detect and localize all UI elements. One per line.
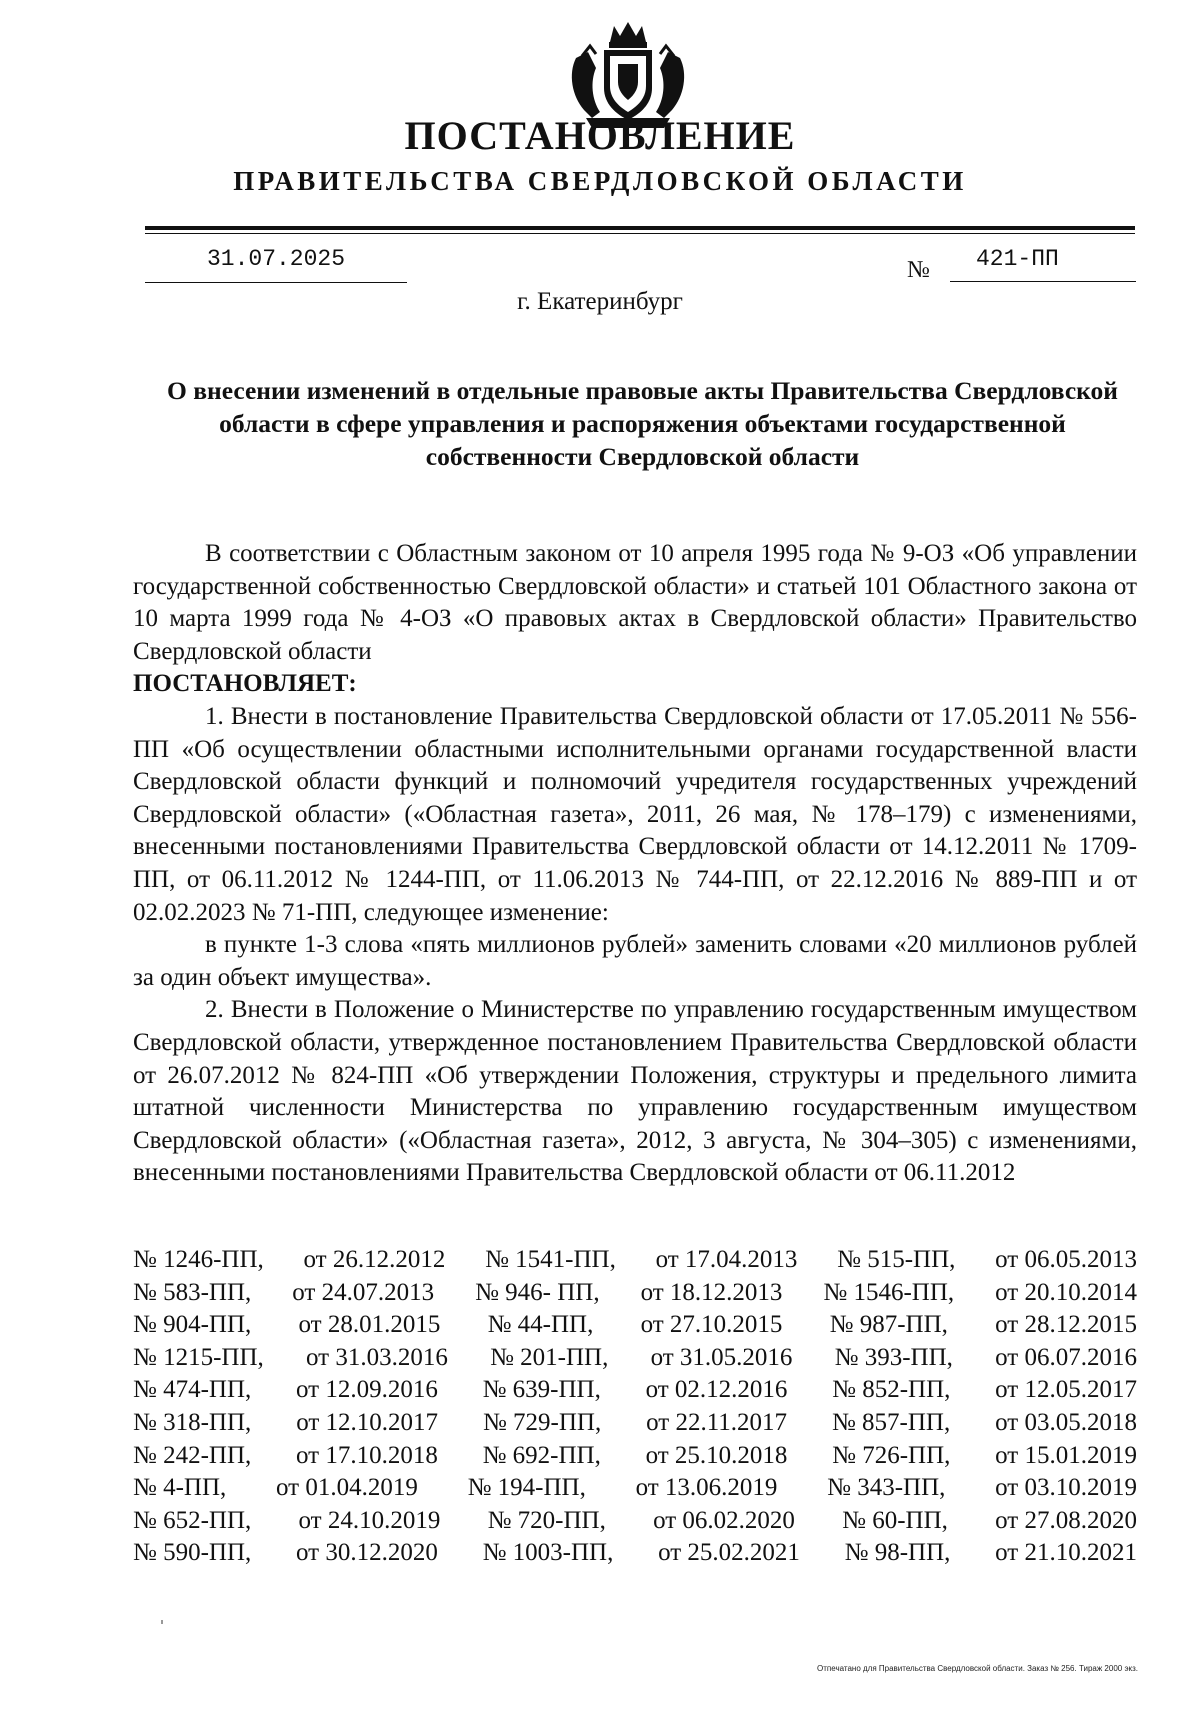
- print-note: Отпечатано для Правительства Свердловской области. Заказ № 256. Тираж 2000 экз.: [817, 1664, 1138, 1673]
- ref-cell: № 60-ПП,: [842, 1506, 948, 1534]
- ref-cell: № 720-ПП,: [487, 1506, 606, 1534]
- ref-cell: от 13.06.2019: [635, 1474, 778, 1502]
- item-1-change-paragraph: в пункте 1-3 слова «пять миллионов рублей» заменить словами «20 миллионов рублей за один объект имущества».: [133, 931, 1137, 991]
- ref-cell: от 03.05.2018: [995, 1408, 1137, 1436]
- document-type-heading: ПОСТАНОВЛЕНИЕ: [404, 113, 796, 158]
- ref-cell: № 904-ПП,: [133, 1311, 252, 1339]
- ref-row: [133, 1505, 1137, 1538]
- ref-cell: от 25.10.2018: [645, 1441, 788, 1469]
- ref-cell: от 18.12.2013: [640, 1278, 783, 1306]
- ref-cell: № 393-ПП,: [834, 1343, 953, 1371]
- ref-cell: от 25.02.2021: [658, 1539, 800, 1567]
- ref-cell: № 1215-ПП,: [133, 1343, 264, 1371]
- document-body: [133, 538, 1137, 1190]
- ref-cell: от 28.01.2015: [298, 1311, 441, 1339]
- ref-row: [133, 1407, 1137, 1440]
- document-title: О внесении изменений в отдельные правовые акты Правительства Свердловской области в сфере управления и распоряжения объектами государственной собственности Свердловской области: [167, 376, 1118, 471]
- ref-cell: от 30.12.2020: [296, 1539, 438, 1567]
- ref-cell: от 02.12.2016: [645, 1376, 788, 1404]
- ref-cell: № 4-ПП,: [133, 1474, 227, 1502]
- ref-cell: от 06.02.2020: [653, 1506, 795, 1534]
- ref-cell: № 201-ПП,: [490, 1343, 609, 1371]
- ref-cell: от 20.10.2014: [995, 1278, 1137, 1306]
- ref-cell: от 01.04.2019: [276, 1474, 418, 1502]
- document-number: 421-ПП: [950, 244, 1136, 282]
- ref-row: [133, 1309, 1137, 1342]
- ref-cell: № 1541-ПП,: [485, 1246, 616, 1273]
- ref-cell: от 06.07.2016: [995, 1343, 1137, 1371]
- header-divider-thin: [145, 233, 1135, 234]
- ref-cell: № 692-ПП,: [482, 1441, 601, 1469]
- ref-cell: № 474-ПП,: [133, 1376, 252, 1404]
- ref-cell: от 17.04.2013: [655, 1246, 798, 1273]
- ref-cell: от 17.10.2018: [296, 1441, 438, 1469]
- ref-cell: № 987-ПП,: [829, 1311, 948, 1339]
- decree-word: ПОСТАНОВЛЯЕТ:: [133, 670, 357, 698]
- ref-cell: № 857-ПП,: [831, 1408, 951, 1436]
- ref-cell: от 12.10.2017: [296, 1408, 439, 1436]
- ref-cell: № 242-ПП,: [133, 1441, 252, 1469]
- ref-cell: от 26.12.2012: [303, 1246, 446, 1273]
- ref-cell: № 44-ПП,: [487, 1311, 594, 1339]
- ref-cell: от 24.10.2019: [298, 1506, 441, 1534]
- ref-cell: № 583-ПП,: [133, 1278, 252, 1306]
- ref-cell: № 1546-ПП,: [823, 1278, 955, 1306]
- ref-row: [133, 1472, 1137, 1505]
- ref-cell: от 21.10.2021: [995, 1539, 1137, 1567]
- ref-cell: № 343-ПП,: [827, 1474, 946, 1502]
- ref-cell: № 1246-ПП,: [133, 1246, 264, 1273]
- ref-row: [133, 1342, 1137, 1375]
- ref-cell: от 24.07.2013: [292, 1278, 435, 1306]
- item-2-paragraph: 2. Внести в Положение о Министерстве по управлению государственным имуществом Свердловской области, утвержденное постановлением Правительства Свердловской области от 26.07.2012 № 824-ПП «Об утверждении Положения, структуры и предельного лимита штатной численности Министерства по управлению государственным имуществом Свердловской области» («Областная газета», 2012, 3 августа, № 304–305) с изменениями, внесенными постановлениями Правительства Свердловской области от 06.11.2012: [133, 996, 1137, 1187]
- ref-cell: от 27.08.2020: [995, 1506, 1137, 1534]
- ref-row: [133, 1244, 1137, 1277]
- ref-cell: № 98-ПП,: [844, 1539, 951, 1567]
- ref-cell: от 31.05.2016: [650, 1343, 793, 1371]
- issue-city: г. Екатеринбург: [517, 288, 683, 315]
- ref-row: [133, 1537, 1137, 1570]
- ref-cell: от 12.05.2017: [995, 1376, 1137, 1404]
- preamble-paragraph: В соответствии с Областным законом от 10 апреля 1995 года № 9-ОЗ «Об управлении государственной собственностью Свердловской области» и статьей 101 Областного закона от 10 марта 1999 года № 4-ОЗ «О правовых актах в Свердловской области» Правительство Свердловской области: [133, 540, 1137, 665]
- ref-cell: № 946- ПП,: [475, 1278, 600, 1306]
- ref-cell: № 194-ПП,: [467, 1474, 586, 1502]
- ref-row: [133, 1277, 1137, 1310]
- ref-cell: от 03.10.2019: [995, 1474, 1137, 1502]
- ref-cell: № 726-ПП,: [832, 1441, 951, 1469]
- issuer-heading: ПРАВИТЕЛЬСТВА СВЕРДЛОВСКОЙ ОБЛАСТИ: [233, 166, 967, 196]
- ref-cell: от 06.05.2013: [995, 1246, 1137, 1273]
- ref-cell: от 27.10.2015: [640, 1311, 783, 1339]
- header-divider-thick: [145, 226, 1135, 230]
- item-1-paragraph: 1. Внести в постановление Правительства Свердловской области от 17.05.2011 № 556-ПП «Об осуществлении областными исполнительными органами государственной власти Свердловской области функций и полномочий учредителя государственных учреждений Свердловской области» («Областная газета», 2011, 26 мая, № 178–179) с изменениями, внесенными постановлениями Правительства Свердловской области от 14.12.2011 № 1709-ПП, от 06.11.2012 № 1244-ПП, от 11.06.2013 № 744-ПП, от 22.12.2016 № 889-ПП и от 02.02.2023 № 71-ПП, следующее изменение:: [133, 702, 1137, 926]
- ref-cell: № 1003-ПП,: [482, 1539, 614, 1567]
- amendment-refs-list: [133, 1244, 1137, 1570]
- number-label: №: [907, 257, 930, 283]
- document-date: 31.07.2025: [145, 244, 407, 283]
- ref-cell: № 318-ПП,: [133, 1408, 252, 1436]
- ref-cell: от 22.11.2017: [646, 1408, 788, 1436]
- scan-speck: [161, 1620, 163, 1624]
- ref-row: [133, 1374, 1137, 1407]
- ref-cell: № 729-ПП,: [482, 1408, 602, 1436]
- ref-cell: от 15.01.2019: [995, 1441, 1137, 1469]
- ref-cell: № 639-ПП,: [482, 1376, 601, 1404]
- ref-row: [133, 1440, 1137, 1473]
- ref-cell: от 12.09.2016: [296, 1376, 438, 1404]
- ref-cell: № 590-ПП,: [133, 1539, 252, 1567]
- ref-cell: № 652-ПП,: [133, 1506, 252, 1534]
- ref-cell: от 28.12.2015: [995, 1311, 1137, 1339]
- ref-cell: № 515-ПП,: [837, 1246, 956, 1273]
- ref-cell: от 31.03.2016: [306, 1343, 448, 1371]
- ref-cell: № 852-ПП,: [832, 1376, 951, 1404]
